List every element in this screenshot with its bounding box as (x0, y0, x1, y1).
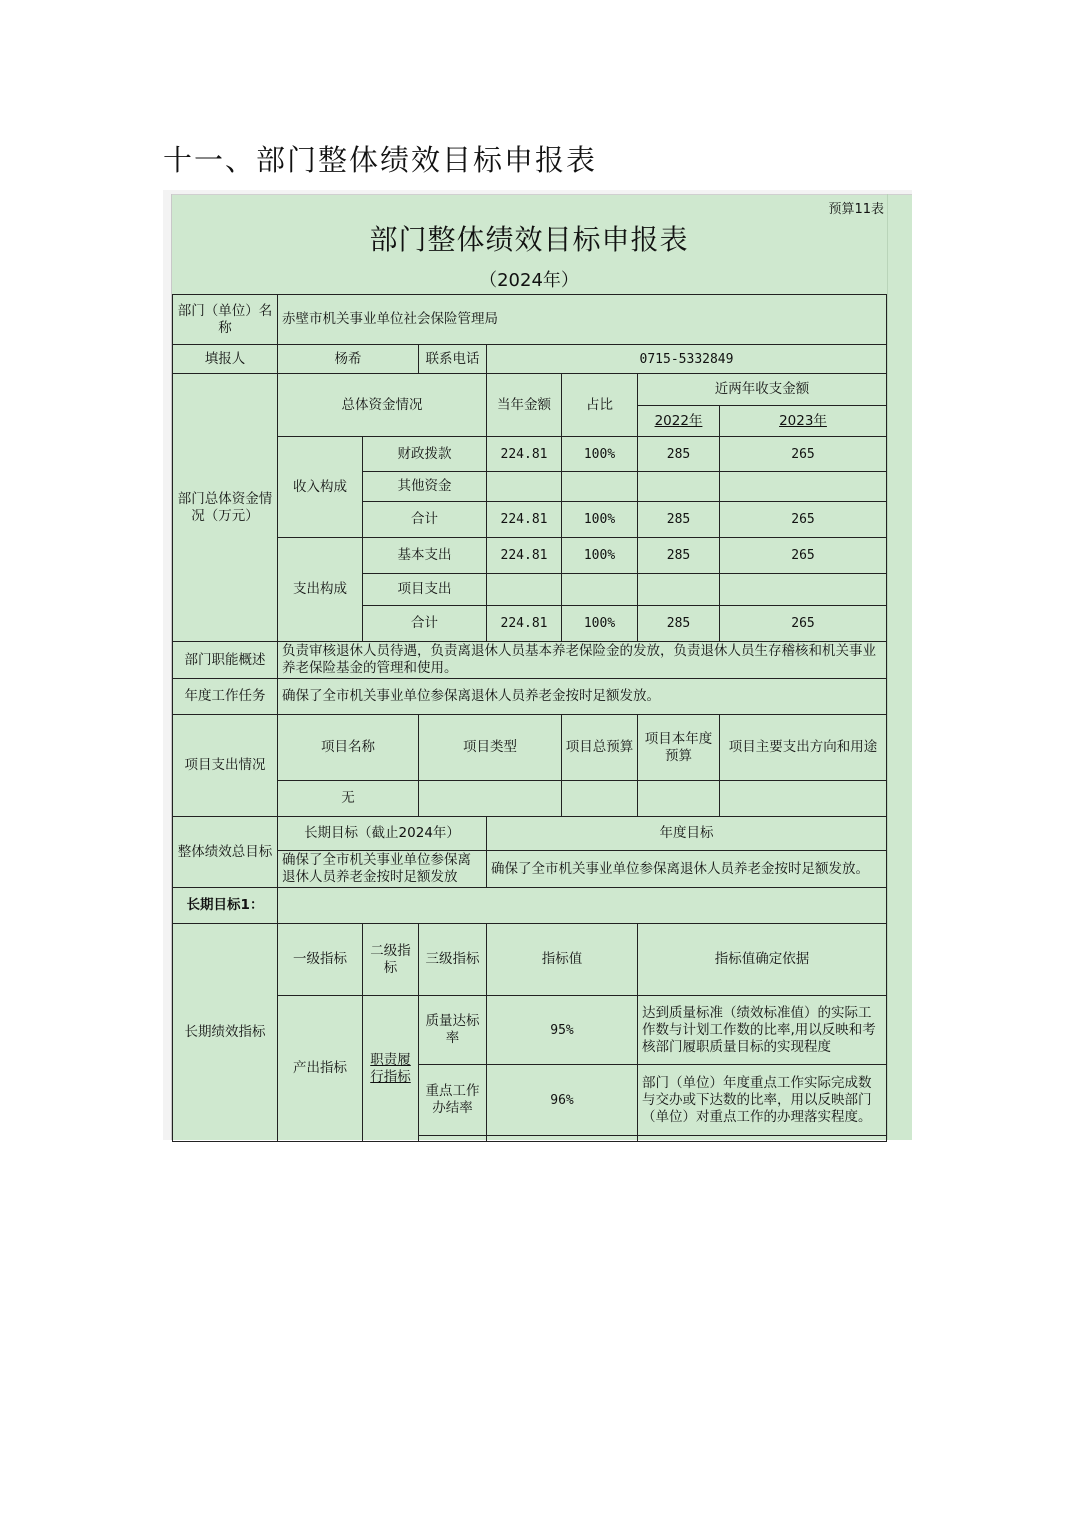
indicator-level3 (419, 1136, 487, 1142)
fund-2023 (720, 472, 887, 502)
fund-2023 (720, 574, 887, 606)
row-header-strip (163, 194, 172, 1140)
form-code: 预算11表 (828, 202, 884, 217)
funds-year-2023: 2023年 (720, 406, 887, 437)
fund-ratio: 100% (562, 502, 638, 538)
long-target-value (278, 888, 887, 924)
fund-ratio (562, 472, 638, 502)
indicator-value: 96% (487, 1065, 638, 1136)
indicator-h1: 一级指标 (278, 924, 363, 996)
table-row (173, 538, 887, 574)
task-label: 年度工作任务 (173, 679, 278, 715)
duty-row (173, 642, 887, 679)
fund-2022: 285 (638, 437, 720, 472)
filler-label: 填报人 (173, 345, 278, 374)
fund-ratio: 100% (562, 606, 638, 642)
table-row (173, 996, 887, 1065)
funds-header-ratio: 占比 (562, 374, 638, 437)
duty-text: 负责审核退休人员待遇，负责离退休人员基本养老保险金的发放，负责退休人员生存稽核和机关事业养老保险基金的管理和使用。 (278, 642, 887, 679)
fund-2022: 285 (638, 606, 720, 642)
fund-2022: 285 (638, 502, 720, 538)
project-total (562, 781, 638, 817)
project-annual (638, 781, 720, 817)
fund-amount: 224.81 (487, 502, 562, 538)
indicator-basis: 达到质量标准（绩效标准值）的实际工作数与计划工作数的比率,用以反映和考核部门履职质量目标的实现程度 (638, 996, 887, 1065)
fund-item-name: 其他资金 (363, 472, 487, 502)
project-total-header: 项目总预算 (562, 715, 638, 781)
funds-header-overall: 总体资金情况 (278, 374, 487, 437)
fund-2022: 285 (638, 538, 720, 574)
filler-name: 杨希 (278, 345, 419, 374)
funds-header-row (173, 374, 887, 406)
project-name: 无 (278, 781, 419, 817)
expense-label: 支出构成 (278, 538, 363, 642)
indicator-level3: 重点工作办结率 (419, 1065, 487, 1136)
fund-item-name: 基本支出 (363, 538, 487, 574)
fund-amount: 224.81 (487, 606, 562, 642)
funds-section-label: 部门总体资金情况（万元） (173, 374, 278, 642)
performance-form-table (172, 294, 887, 1142)
dept-label: 部门（单位）名称 (173, 295, 278, 345)
sheet-right-margin (887, 194, 912, 1140)
indicator-basis: 部门（单位）年度重点工作实际完成数与交办或下达数的比率，用以反映部门（单位）对重点工作的办理落实程度。 (638, 1065, 887, 1136)
goal-long-text: 确保了全市机关事业单位参保离退休人员养老金按时足额发放 (278, 851, 487, 888)
fund-amount: 224.81 (487, 538, 562, 574)
form-title: 部门整体绩效目标申报表 (369, 223, 689, 256)
fund-2023: 265 (720, 437, 887, 472)
goal-header-row (173, 817, 887, 851)
indicator-label: 长期绩效指标 (173, 924, 278, 1142)
indicator-h3: 三级指标 (419, 924, 487, 996)
goal-year-text: 确保了全市机关事业单位参保离退休人员养老金按时足额发放。 (487, 851, 887, 888)
column-header-strip (163, 190, 912, 195)
project-row (173, 781, 887, 817)
goal-long-header: 长期目标（截止2024年） (278, 817, 487, 851)
dept-row (173, 295, 887, 345)
indicator-level3: 质量达标率 (419, 996, 487, 1065)
fund-2022 (638, 472, 720, 502)
fund-ratio: 100% (562, 437, 638, 472)
indicator-value: 95% (487, 996, 638, 1065)
fund-item-name: 财政拨款 (363, 437, 487, 472)
page-heading: 十一、部门整体绩效目标申报表 (163, 143, 598, 177)
indicator-value-header: 指标值 (487, 924, 638, 996)
long-target-label: 长期目标1： (173, 888, 278, 924)
funds-header-recent: 近两年收支金额 (638, 374, 887, 406)
goal-label: 整体绩效总目标 (173, 817, 278, 888)
duty-label: 部门职能概述 (173, 642, 278, 679)
project-use (720, 781, 887, 817)
fund-amount (487, 472, 562, 502)
project-header-row (173, 715, 887, 781)
indicator-header-row (173, 924, 887, 996)
task-text: 确保了全市机关事业单位参保离退休人员养老金按时足额发放。 (278, 679, 887, 715)
fund-item-name: 合计 (363, 502, 487, 538)
indicator-basis (638, 1136, 887, 1142)
fund-ratio: 100% (562, 538, 638, 574)
indicator-h2: 二级指标 (363, 924, 419, 996)
project-type (419, 781, 562, 817)
task-row (173, 679, 887, 715)
goal-year-header: 年度目标 (487, 817, 887, 851)
long-target-row (173, 888, 887, 924)
filler-row (173, 345, 887, 374)
fund-2023: 265 (720, 606, 887, 642)
fund-2023: 265 (720, 502, 887, 538)
project-label: 项目支出情况 (173, 715, 278, 817)
income-label: 收入构成 (278, 437, 363, 538)
funds-year-2022: 2022年 (638, 406, 720, 437)
fund-amount (487, 574, 562, 606)
form-year: （2024年） (479, 270, 579, 291)
fund-2023: 265 (720, 538, 887, 574)
indicator-level1: 产出指标 (278, 996, 363, 1142)
indicator-basis-header: 指标值确定依据 (638, 924, 887, 996)
fund-ratio (562, 574, 638, 606)
phone-label: 联系电话 (419, 345, 487, 374)
project-name-header: 项目名称 (278, 715, 419, 781)
fund-2022 (638, 574, 720, 606)
fund-item-name: 合计 (363, 606, 487, 642)
funds-header-amount: 当年金额 (487, 374, 562, 437)
indicator-value (487, 1136, 638, 1142)
fund-amount: 224.81 (487, 437, 562, 472)
project-type-header: 项目类型 (419, 715, 562, 781)
project-annual-header: 项目本年度预算 (638, 715, 720, 781)
project-use-header: 项目主要支出方向和用途 (720, 715, 887, 781)
table-row (173, 437, 887, 472)
fund-item-name: 项目支出 (363, 574, 487, 606)
indicator-level2: 职责履行指标 (363, 996, 419, 1142)
dept-value: 赤壁市机关事业单位社会保险管理局 (278, 295, 887, 345)
phone-value: 0715-5332849 (487, 345, 887, 374)
goal-text-row (173, 851, 887, 888)
